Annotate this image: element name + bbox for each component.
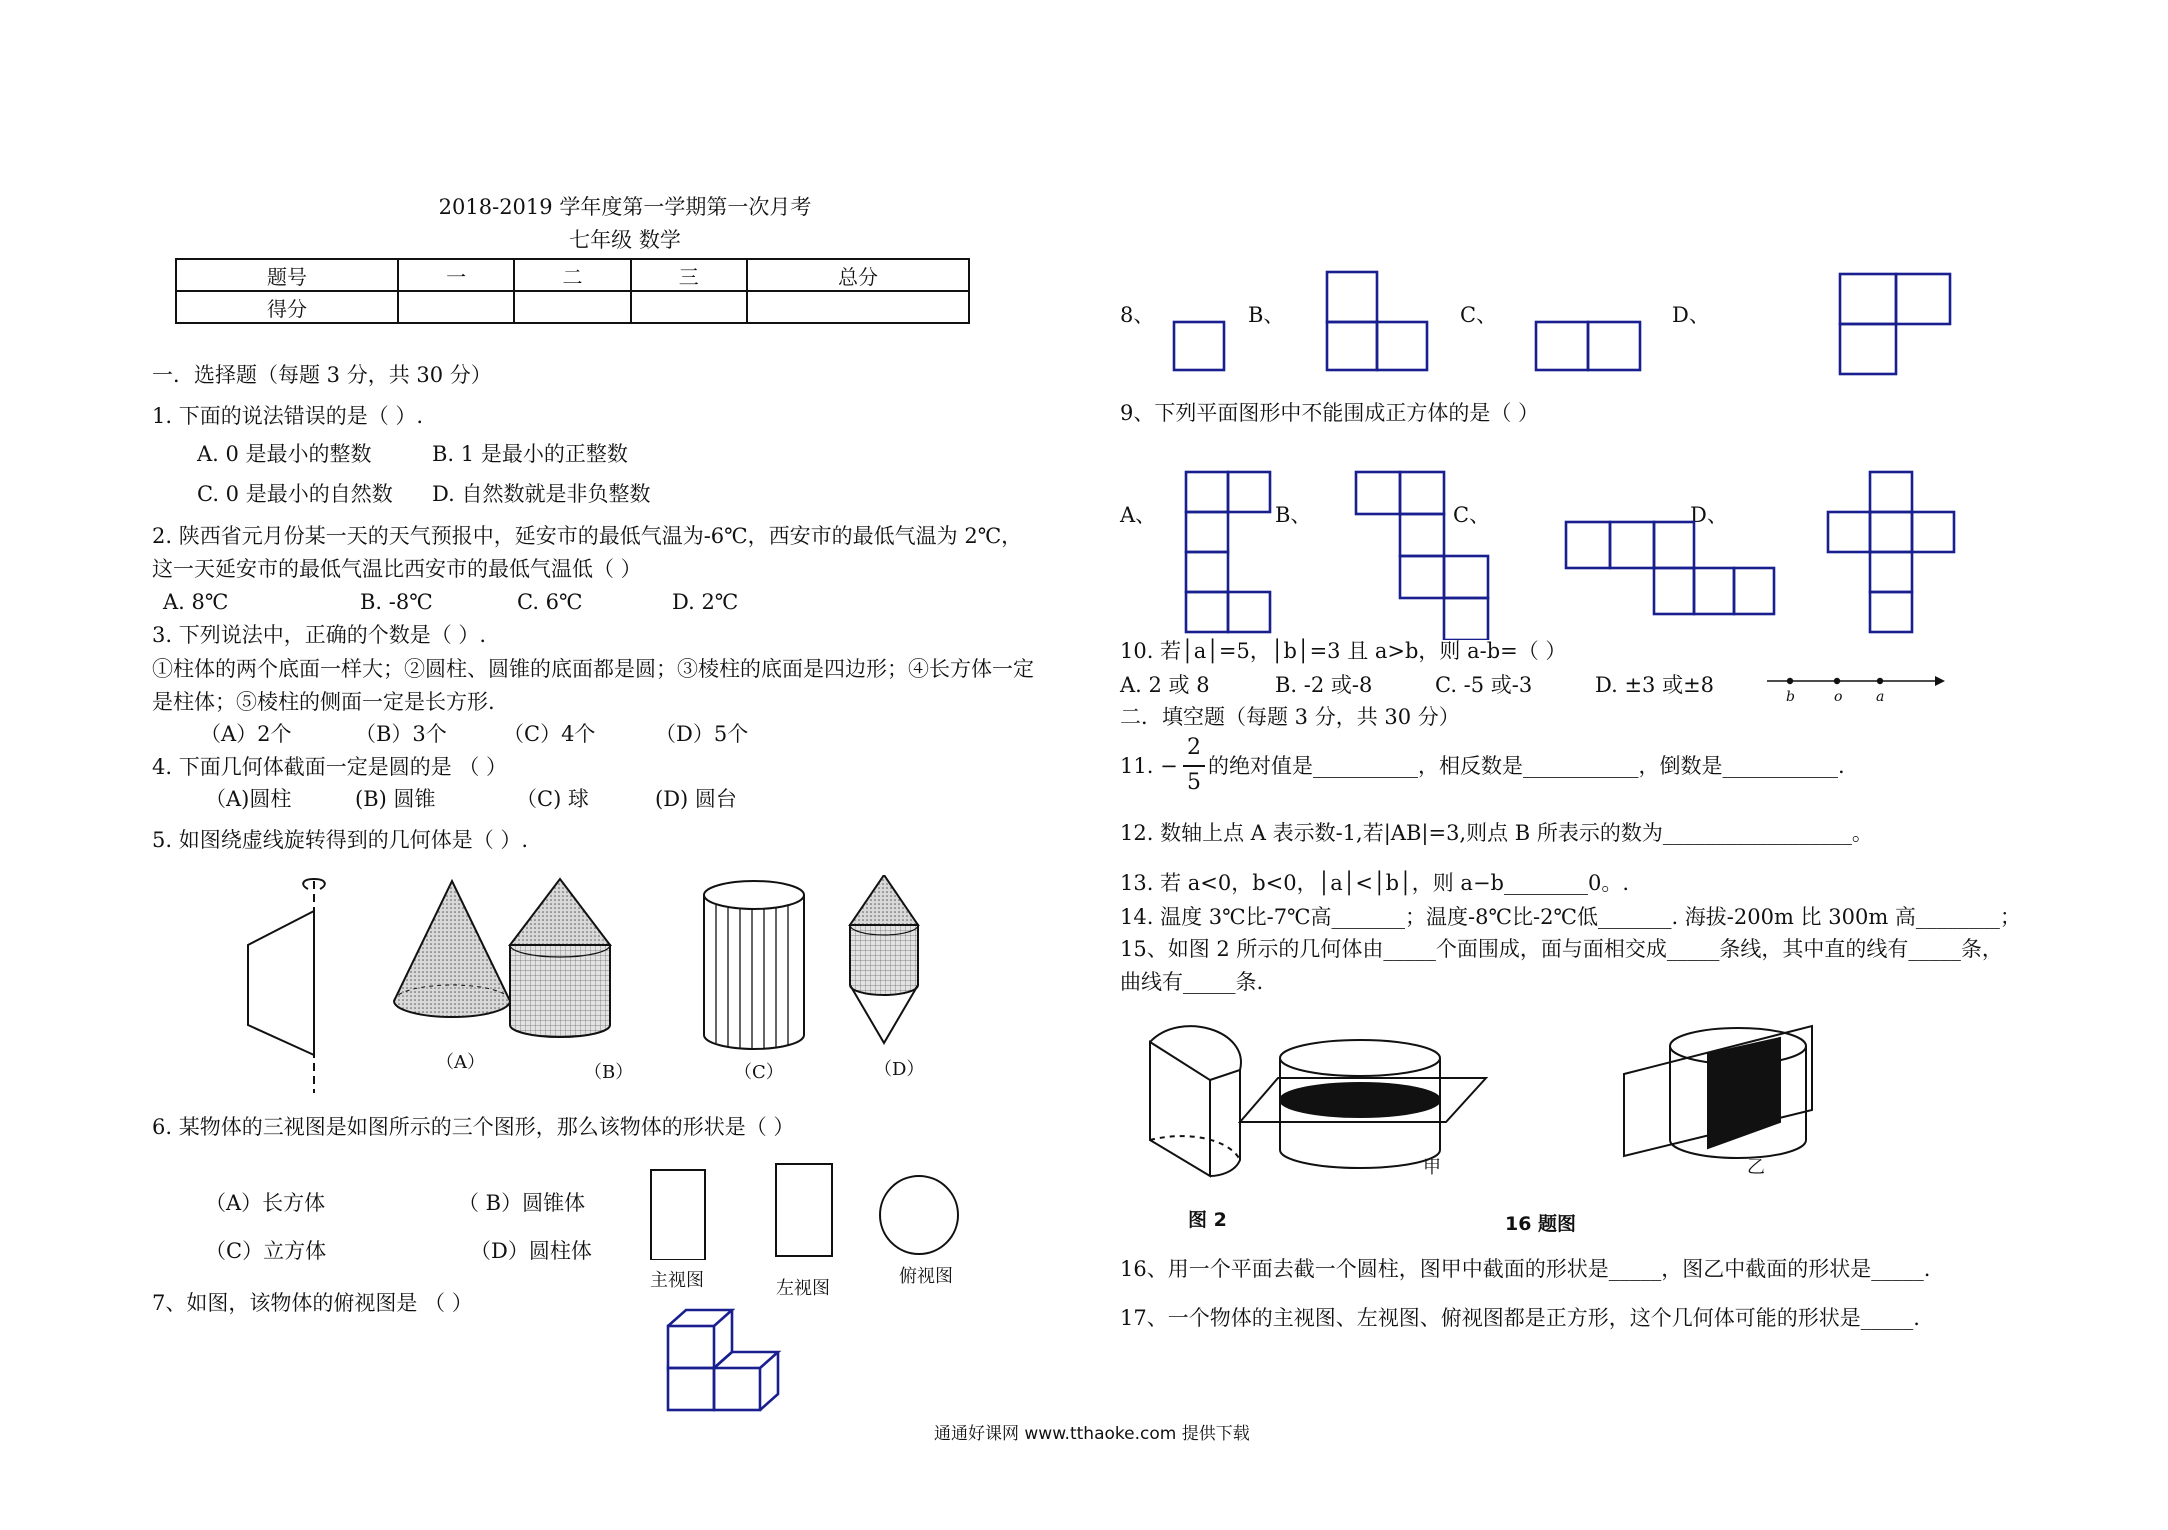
question-1: 1. 下面的说法错误的是（ ）. <box>152 404 424 428</box>
question-4-option-c: （C) 球 <box>516 787 589 811</box>
number-line-label-a: a <box>1876 689 1885 705</box>
figure-yi-cylinder-vertical-cut <box>1624 1026 1812 1158</box>
question-6: 6. 某物体的三视图是如图所示的三个图形，那么该物体的形状是（ ） <box>152 1115 795 1139</box>
question-12: 12. 数轴上点 A 表示数-1,若|AB|=3,则点 B 所表示的数为__________________。 <box>1120 821 1873 845</box>
question-6-option-a: （A）长方体 <box>205 1191 326 1215</box>
score-table-cell: 一 <box>398 259 514 291</box>
front-view-rect <box>651 1170 705 1260</box>
option-c-shape <box>1536 322 1640 370</box>
exam-subtitle: 七年级 数学 <box>569 228 681 252</box>
figure-d-double-cone-cylinder <box>850 875 918 1043</box>
figure-b-cone-cylinder <box>510 879 610 1037</box>
side-view-rect <box>776 1164 832 1256</box>
question-7: 7、如图，该物体的俯视图是 （ ） <box>152 1291 473 1315</box>
question-8: 8、 <box>1120 303 1155 327</box>
score-table-header-row <box>176 259 969 291</box>
figure-caption-c: （C） <box>734 1062 784 1083</box>
footer-source: 通通好课网 www.tthaoke.com 提供下载 <box>934 1424 1250 1444</box>
net-b <box>1356 472 1491 640</box>
question-3: 3. 下列说法中，正确的个数是（ ）. <box>152 623 487 647</box>
score-table-cell <box>747 291 969 323</box>
figures-15-16 <box>1140 1010 1940 1180</box>
question-9: 9、下列平面图形中不能围成正方体的是（ ） <box>1120 401 1540 425</box>
score-table-cell: 题号 <box>176 259 398 291</box>
question-15-line-1: 15、如图 2 所示的几何体由_____个面围成，面与面相交成_____条线，其中直的线有_____条， <box>1120 937 2003 961</box>
question-2-line-1: 2. 陕西省元月份某一天的天气预报中，延安市的最低气温为-6℃，西安市的最低气温为 2℃， <box>152 524 1023 548</box>
figure-a-cone <box>394 881 510 1017</box>
question-4-option-b: (B) 圆锥 <box>355 787 436 811</box>
question-17: 17、一个物体的主视图、左视图、俯视图都是正方形，这个几何体可能的形状是_____. <box>1120 1306 1920 1330</box>
fraction-bar <box>1183 765 1205 767</box>
question-2-line-2: 这一天延安市的最低气温比西安市的最低气温低（ ） <box>152 557 642 581</box>
question-3-line-2: 是柱体；⑤棱柱的侧面一定是长方形. <box>152 690 495 714</box>
figure-2-half-cylinder <box>1150 1026 1241 1176</box>
question-10-option-d: D. ±3 或±8 <box>1595 673 1715 697</box>
question-3-option-a: （A）2个 <box>200 722 292 746</box>
figure-jia-cylinder-horizontal-cut <box>1240 1040 1486 1168</box>
score-table-cell: 得分 <box>176 291 398 323</box>
question-4: 4. 下面几何体截面一定是圆的是 （ ） <box>152 755 508 779</box>
option-d-shape <box>1840 274 1950 374</box>
net-d <box>1828 472 1954 632</box>
question-2-option-a: A. 8℃ <box>163 590 229 614</box>
question-8-option-c: C、 <box>1460 303 1498 327</box>
number-line-label-o: o <box>1834 689 1843 705</box>
question-11-prefix: 11. − <box>1120 754 1178 778</box>
question-9-option-b: B、 <box>1275 503 1312 527</box>
question-6-option-c: （C）立方体 <box>205 1239 327 1263</box>
net-a <box>1186 472 1270 632</box>
question-9-option-a: A、 <box>1120 503 1157 527</box>
score-table-cell: 三 <box>631 259 747 291</box>
figure-c-cylinder <box>704 881 804 1049</box>
question-3-option-b: （B）3个 <box>355 722 447 746</box>
question-8-option-d: D、 <box>1672 303 1710 327</box>
question-6-option-d: （D）圆柱体 <box>470 1239 592 1263</box>
exam-title: 2018-2019 学年度第一学期第一次月考 <box>438 195 812 219</box>
front-view-label: 主视图 <box>650 1270 704 1291</box>
question-9-option-c: C、 <box>1453 503 1491 527</box>
question-8-shapes <box>1170 268 1960 380</box>
figure-jia-label: 甲 <box>1423 1157 1441 1178</box>
question-7-cubes <box>660 1300 790 1415</box>
question-9-nets <box>1180 468 2010 640</box>
question-13: 13. 若 a<0，b<0，│a│<│b│，则 a−b________0。. <box>1120 871 1630 895</box>
rotation-figure <box>248 879 325 1093</box>
section-1-heading: 一．选择题（每题 3 分，共 30 分） <box>152 363 492 387</box>
question-2-option-c: C. 6℃ <box>517 590 583 614</box>
question-14: 14. 温度 3℃比-7℃高_______；温度-8℃比-2℃低_______. 海拔-200m 比 300m 高________； <box>1120 905 2021 929</box>
score-table-cell <box>398 291 514 323</box>
question-8-option-b: B、 <box>1248 303 1285 327</box>
question-1-option-b: B. 1 是最小的正整数 <box>432 442 628 466</box>
option-a-square <box>1174 322 1224 370</box>
question-4-option-d: (D) 圆台 <box>655 787 737 811</box>
question-10-option-a: A. 2 或 8 <box>1120 673 1210 697</box>
figure-2-caption: 图 2 <box>1188 1209 1227 1231</box>
question-4-option-a: （A)圆柱 <box>205 787 292 811</box>
question-3-option-c: （C）4个 <box>503 722 596 746</box>
score-table-cell <box>514 291 630 323</box>
figure-yi-label: 乙 <box>1747 1157 1765 1178</box>
score-table-cell: 总分 <box>747 259 969 291</box>
option-b-shape <box>1327 272 1427 370</box>
question-3-option-d: （D）5个 <box>655 722 749 746</box>
question-1-option-c: C. 0 是最小的自然数 <box>197 482 393 506</box>
question-10: 10. 若│a│=5，│b│=3 且 a>b，则 a-b=（ ） <box>1120 639 1567 663</box>
figure-caption-a: （A） <box>436 1052 485 1073</box>
question-10-option-c: C. -5 或-3 <box>1435 673 1533 697</box>
fraction-numerator: 2 <box>1187 735 1201 760</box>
figure-caption-b: （B） <box>584 1062 634 1083</box>
figure-16-caption: 16 题图 <box>1505 1213 1577 1235</box>
question-1-option-d: D. 自然数就是非负整数 <box>432 482 651 506</box>
question-5: 5. 如图绕虚线旋转得到的几何体是（ ）. <box>152 828 529 852</box>
question-9-option-d: D、 <box>1690 503 1728 527</box>
question-16: 16、用一个平面去截一个圆柱，图甲中截面的形状是_____，图乙中截面的形状是_____. <box>1120 1257 1931 1281</box>
question-2-option-d: D. 2℃ <box>672 590 739 614</box>
net-c <box>1566 522 1774 614</box>
score-table-score-row <box>176 291 969 323</box>
fraction-denominator: 5 <box>1187 770 1201 795</box>
question-2-option-b: B. -8℃ <box>360 590 433 614</box>
question-6-option-b: （ B）圆锥体 <box>458 1191 586 1215</box>
top-view-label: 俯视图 <box>899 1266 953 1287</box>
score-table-cell: 二 <box>514 259 630 291</box>
question-11: 的绝对值是__________，相反数是___________，倒数是___________. <box>1208 754 1845 778</box>
question-1-option-a: A. 0 是最小的整数 <box>197 442 372 466</box>
question-6-three-views <box>640 1160 970 1260</box>
question-3-line-1: ①柱体的两个底面一样大；②圆柱、圆锥的底面都是圆；③棱柱的底面是四边形；④长方体一定 <box>152 657 1034 681</box>
side-view-label: 左视图 <box>776 1278 830 1299</box>
score-table <box>175 258 970 324</box>
number-line-label-b: b <box>1786 689 1795 705</box>
question-15-line-2: 曲线有_____条. <box>1120 970 1264 994</box>
figure-caption-d: （D） <box>874 1059 925 1080</box>
score-table-cell <box>631 291 747 323</box>
top-view-circle <box>880 1176 958 1254</box>
section-2-heading: 二．填空题（每题 3 分，共 30 分） <box>1120 705 1460 729</box>
question-10-option-b: B. -2 或-8 <box>1275 673 1373 697</box>
